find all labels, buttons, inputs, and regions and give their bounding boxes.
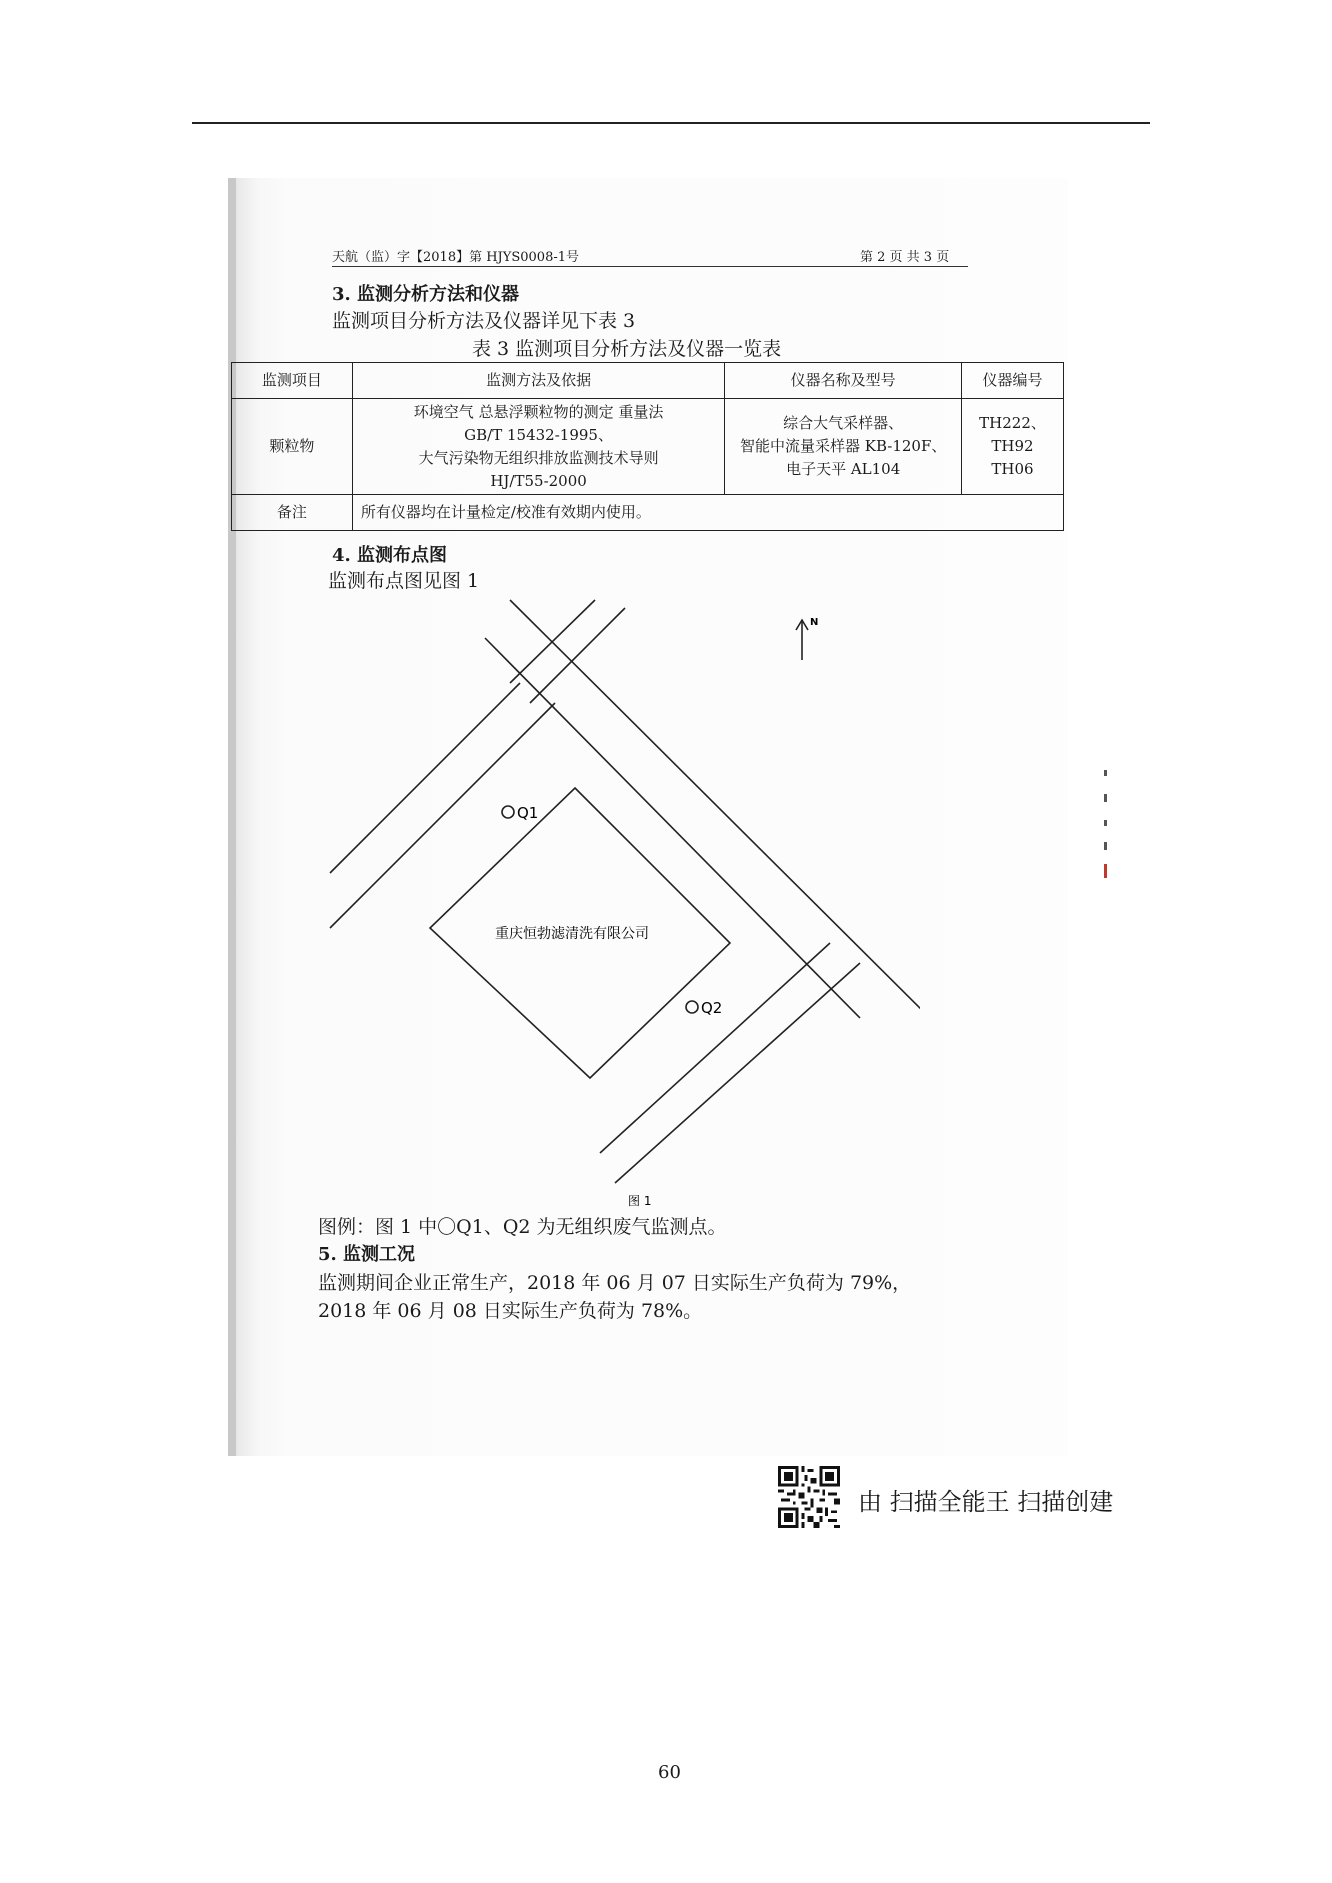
road-line	[330, 683, 520, 873]
road-line	[485, 638, 860, 1018]
cell-item: 颗粒物	[232, 399, 353, 495]
instrument-line: 智能中流量采样器 KB-120F、	[739, 437, 947, 455]
number-line: TH06	[991, 460, 1034, 478]
method-line: GB/T 15432-1995、	[464, 425, 613, 444]
road-line	[615, 963, 860, 1183]
table-header-row	[232, 363, 1064, 399]
methods-table	[231, 362, 1064, 531]
method-line: HJ/T55-2000	[490, 471, 587, 490]
cell-remark-label: 备注	[232, 495, 353, 531]
header-number: 仪器编号	[962, 363, 1064, 399]
section-5-title: 5. 监测工况	[318, 1244, 416, 1265]
page-number: 60	[658, 1762, 681, 1783]
qr-code-icon	[778, 1466, 840, 1528]
report-number: 天航（监）字【2018】第 HJYS0008-1号	[332, 250, 580, 265]
scan-edge-marks	[1100, 770, 1112, 880]
section-4-text: 监测布点图见图 1	[328, 570, 480, 592]
section-5-line-2: 2018 年 06 月 08 日实际生产负荷为 78%。	[318, 1300, 703, 1322]
company-label: 重庆恒勃滤清洗有限公司	[495, 926, 649, 942]
map-legend: 图例：图 1 中〇Q1、Q2 为无组织废气监测点。	[318, 1216, 727, 1238]
page-counter: 第 2 页 共 3 页	[860, 250, 950, 265]
cell-instrument	[725, 399, 962, 495]
section-3-text: 监测项目分析方法及仪器详见下表 3	[332, 310, 636, 332]
method-line: 大气污染物无组织排放监测技术导则	[418, 448, 659, 467]
road-line	[530, 608, 625, 703]
cell-method	[352, 399, 725, 495]
top-rule	[192, 122, 1150, 124]
section-5-line-1: 监测期间企业正常生产，2018 年 06 月 07 日实际生产负荷为 79%，	[318, 1272, 912, 1294]
road-line	[600, 943, 830, 1153]
q1-point-marker	[502, 806, 514, 818]
north-label: N	[810, 617, 819, 628]
header-rule	[332, 266, 968, 267]
header-method: 监测方法及依据	[352, 363, 725, 399]
q1-label: Q1	[517, 804, 539, 822]
q2-point-marker	[686, 1001, 698, 1013]
header-instrument: 仪器名称及型号	[725, 363, 962, 399]
table-remark-row	[232, 495, 1064, 531]
table-row	[232, 399, 1064, 495]
cell-number	[962, 399, 1064, 495]
instrument-line: 综合大气采样器、	[783, 414, 904, 432]
number-line: TH222、	[979, 414, 1046, 432]
q2-label: Q2	[701, 999, 723, 1017]
scan-credit: 由 扫描全能王 扫描创建	[858, 1488, 1114, 1516]
method-line: 环境空气 总悬浮颗粒物的测定 重量法	[413, 402, 664, 421]
cell-remark-text: 所有仪器均在计量检定/校准有效期内使用。	[352, 495, 1063, 531]
section-3-title: 3. 监测分析方法和仪器	[332, 284, 520, 305]
figure-caption: 图 1	[628, 1194, 652, 1208]
table-caption: 表 3 监测项目分析方法及仪器一览表	[472, 338, 782, 360]
instrument-line: 电子天平 AL104	[786, 460, 901, 478]
monitoring-map	[300, 598, 920, 1208]
number-line: TH92	[991, 437, 1034, 455]
section-4-title: 4. 监测布点图	[332, 545, 448, 566]
header-item: 监测项目	[232, 363, 353, 399]
